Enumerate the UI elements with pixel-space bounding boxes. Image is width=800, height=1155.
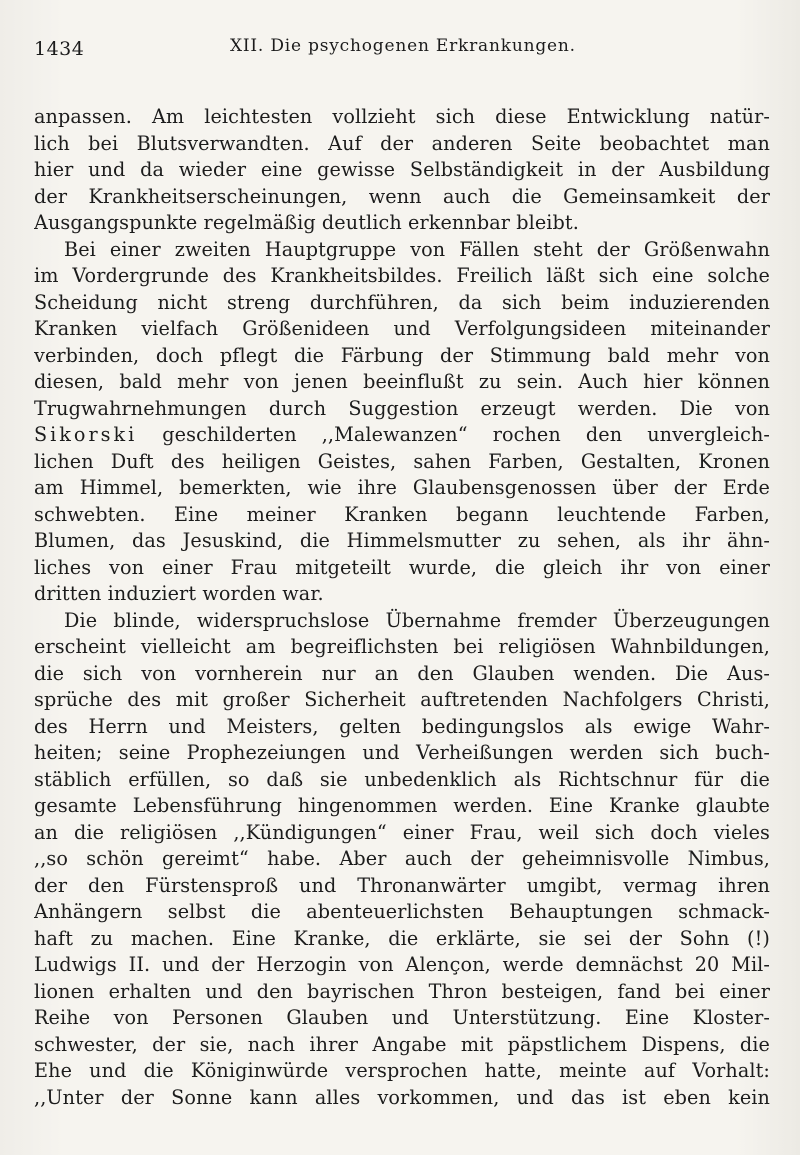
text-line: der Krankheitserscheinungen, wenn auch die Gemeinsamkeit der bbox=[34, 184, 770, 208]
text-line: anpassen. Am leichtesten vollzieht sich diese Entwicklung natür- bbox=[34, 105, 770, 128]
text-line: haft zu machen. Eine Kranke, die erklärte, sie sei der Sohn (!) bbox=[34, 926, 770, 950]
text-line: am Himmel, bemerkten, wie ihre Glaubensgenossen über der Erde bbox=[34, 476, 770, 499]
text-line: liches von einer Frau mitgeteilt wurde, die gleich ihr von einer bbox=[34, 555, 770, 579]
text-line: Die blinde, widerspruchslose Übernahme fremder Überzeugungen bbox=[64, 608, 770, 632]
text-line: schwester, der sie, nach ihrer Angabe mit päpstlichem Dispens, die bbox=[34, 1032, 770, 1056]
text-line: diesen, bald mehr von jenen beeinflußt zu sein. Auch hier können bbox=[34, 370, 770, 393]
text-line: an die religiösen ,,Kündigungen“ einer Frau, weil sich doch vieles bbox=[34, 820, 770, 844]
text-line: lich bei Blutsverwandten. Auf der anderen Seite beobachtet man bbox=[34, 131, 770, 155]
text-line: gesamte Lebensführung hingenommen werden. Eine Kranke glaubte bbox=[34, 794, 770, 817]
text-line: die sich von vornherein nur an den Glauben wenden. Die Aus- bbox=[34, 661, 770, 685]
text-line: im Vordergrunde des Krankheitsbildes. Freilich läßt sich eine solche bbox=[34, 264, 770, 287]
text-line: ,,Unter der Sonne kann alles vorkommen, und das ist eben kein bbox=[34, 1085, 770, 1109]
text-line: Ehe und die Königinwürde versprochen hatte, meinte auf Vorhalt: bbox=[34, 1059, 770, 1082]
text-line-rest: geschilderten ,,Malewanzen“ rochen den unvergleich- bbox=[137, 423, 770, 446]
text-line: erscheint vielleicht am begreiflichsten bei religiösen Wahnbildungen, bbox=[34, 635, 770, 658]
text-line: heiten; seine Prophezeiungen und Verheißungen werden sich buch- bbox=[34, 741, 770, 764]
text-line: sprüche des mit großer Sicherheit auftretenden Nachfolgers Christi, bbox=[34, 688, 770, 711]
page-number: 1434 bbox=[34, 38, 85, 60]
text-line: Kranken vielfach Größenideen und Verfolgungsideen miteinander bbox=[34, 317, 770, 340]
text-line: der den Fürstensproß und Thronanwärter umgibt, vermag ihren bbox=[34, 873, 770, 897]
author-name: Sikorski bbox=[34, 423, 138, 446]
running-head: XII. Die psychogenen Erkrankungen. bbox=[230, 36, 576, 56]
text-line: Trugwahrnehmungen durch Suggestion erzeugt werden. Die von bbox=[34, 396, 770, 420]
text-line: stäblich erfüllen, so daß sie unbedenklich als Richtschnur für die bbox=[34, 767, 770, 791]
text-line: lichen Duft des heiligen Geistes, sahen Farben, Gestalten, Kronen bbox=[34, 449, 770, 473]
text-line: Ausgangspunkte regelmäßig deutlich erkennbar bleibt. bbox=[34, 211, 579, 234]
text-line: Ludwigs II. und der Herzogin von Alençon, werde demnächst 20 Mil- bbox=[34, 953, 770, 976]
body-text bbox=[34, 104, 770, 1111]
text-line: Scheidung nicht streng durchführen, da sich beim induzierenden bbox=[34, 290, 770, 314]
text-line: verbinden, doch pflegt die Färbung der Stimmung bald mehr von bbox=[34, 343, 770, 367]
text-line: Blumen, das Jesuskind, die Himmelsmutter zu sehen, als ihr ähn- bbox=[34, 529, 770, 552]
text-line: lionen erhalten und den bayrischen Thron besteigen, fand bei einer bbox=[34, 979, 770, 1003]
text-line: hier und da wieder eine gewisse Selbständigkeit in der Ausbildung bbox=[34, 158, 770, 181]
text-line: dritten induziert worden war. bbox=[34, 582, 324, 605]
text-line: Anhängern selbst die abenteuerlichsten Behauptungen schmack- bbox=[34, 900, 770, 923]
text-line: ,,so schön gereimt“ habe. Aber auch der geheimnisvolle Nimbus, bbox=[34, 847, 770, 870]
text-line: schwebten. Eine meiner Kranken begann leuchtende Farben, bbox=[34, 502, 770, 526]
text-line: des Herrn und Meisters, gelten bedingungslos als ewige Wahr- bbox=[34, 714, 770, 738]
text-line: Bei einer zweiten Hauptgruppe von Fällen steht der Größenwahn bbox=[64, 237, 770, 261]
page-header bbox=[34, 36, 772, 64]
text-line: Reihe von Personen Glauben und Unterstützung. Eine Kloster- bbox=[34, 1006, 770, 1029]
text-line bbox=[34, 422, 770, 449]
